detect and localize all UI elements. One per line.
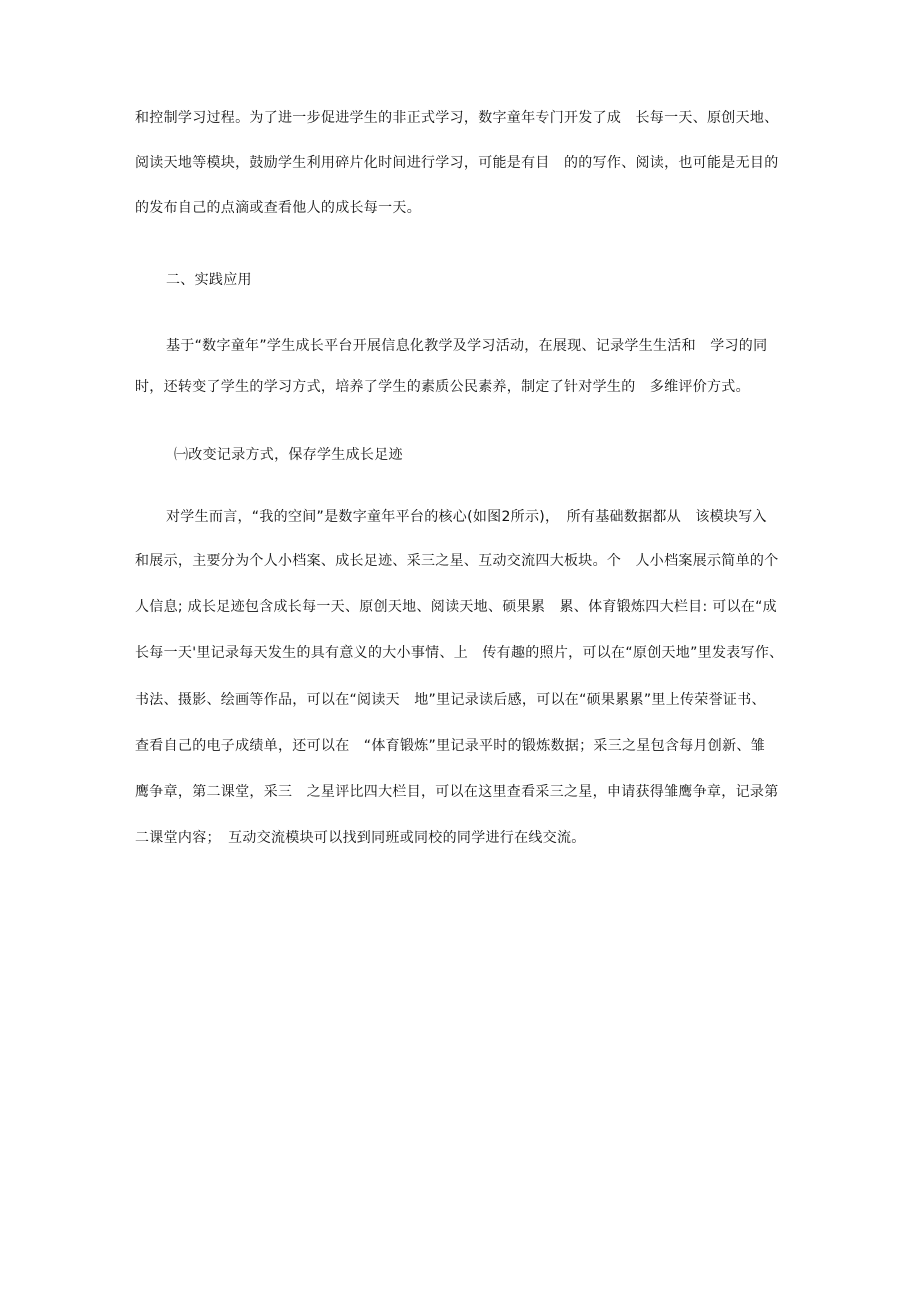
practice-line-1: 基于“数字童年”学生成长平台开展信息化教学及学习活动，在展现、记录学生生活和 学习的同 — [166, 338, 768, 354]
space-line-3: 人信息; 成长足迹包含成长每一天、原创天地、阅读天地、硕果累 累、体育锻炼四大栏目: 可以在“成 — [135, 599, 777, 615]
subsection-heading: ㈠改变记录方式，保存学生成长足迹 — [174, 447, 403, 463]
space-line-6: 查看自己的电子成绩单，还可以在 “体育锻炼”里记录平时的锻炼数据；采三之星包含每月创新、雏 — [135, 738, 766, 754]
space-line-1: 对学生而言，“我的空间”是数字童年平台的核心(如图2所示)， 所有基础数据都从 该模块写入 — [166, 509, 767, 525]
space-line-2: 和展示，主要分为个人小档案、成长足迹、采三之星、互动交流四大板块。个 人小档案展示简单的个 — [135, 553, 779, 569]
space-line-5: 书法、摄影、绘画等作品，可以在“阅读天 地”里记录读后感，可以在“硕果累累”里上传荣誉证书、 — [135, 692, 766, 708]
space-line-4: 长每一天'里记录每天发生的具有意义的大小事情、上 传有趣的照片，可以在“原创天地”里发表写作、 — [135, 645, 784, 661]
intro-line-1: 和控制学习过程。为了进一步促进学生的非正式学习，数字童年专门开发了成 长每一天、原创天地、 — [135, 110, 779, 126]
space-line-7: 鹰争章，第二课堂，采三 之星评比四大栏目，可以在这里查看采三之星，申请获得雏鹰争章，记录第 — [135, 784, 779, 800]
practice-line-2: 时，还转变了学生的学习方式，培养了学生的素质公民素养，制定了针对学生的 多维评价方式。 — [135, 379, 750, 395]
section-heading: 二、实践应用 — [166, 272, 252, 288]
intro-line-3: 的发布自己的点滴或查看他人的成长每一天。 — [135, 200, 421, 216]
intro-line-2: 阅读天地等模块，鼓励学生利用碎片化时间进行学习，可能是有目 的的写作、阅读，也可能是无目的 — [135, 155, 779, 171]
space-line-8: 二课堂内容； 互动交流模块可以找到同班或同校的同学进行在线交流。 — [135, 830, 586, 846]
